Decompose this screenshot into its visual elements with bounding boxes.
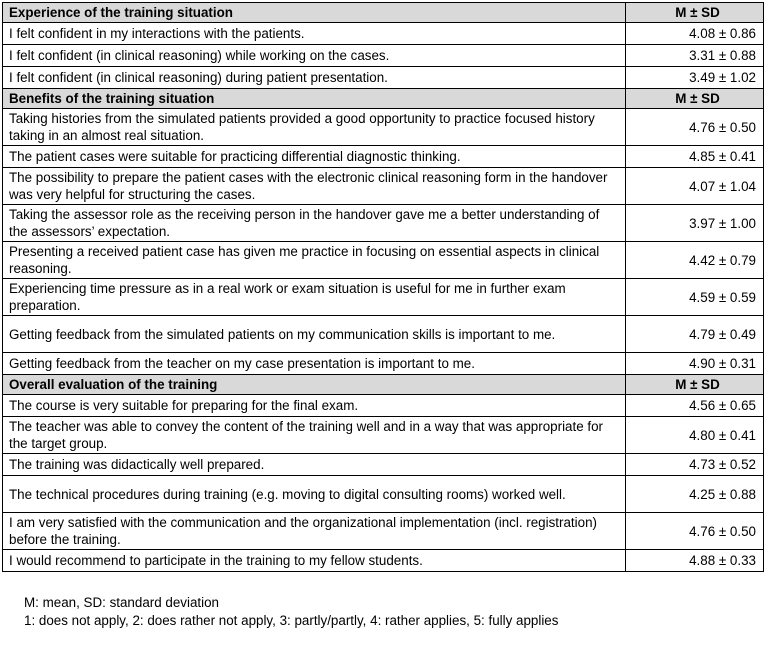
stat-column-header: M ± SD bbox=[626, 375, 764, 395]
item-text: I would recommend to participate in the training to my fellow students. bbox=[3, 550, 626, 572]
table-row bbox=[3, 67, 764, 89]
item-text: I felt confident (in clinical reasoning) during patient presentation. bbox=[3, 67, 626, 89]
item-text: I felt confident in my interactions with the patients. bbox=[3, 23, 626, 45]
item-value: 4.90 ± 0.31 bbox=[626, 353, 764, 375]
table-row bbox=[3, 23, 764, 45]
item-text: The technical procedures during training (e.g. moving to digital consulting rooms) worked well. bbox=[3, 476, 626, 513]
item-text: The training was didactically well prepared. bbox=[3, 454, 626, 476]
item-value: 4.88 ± 0.33 bbox=[626, 550, 764, 572]
item-value: 3.49 ± 1.02 bbox=[626, 67, 764, 89]
item-text: The course is very suitable for preparing for the final exam. bbox=[3, 395, 626, 417]
table-row bbox=[3, 395, 764, 417]
table-row bbox=[3, 513, 764, 550]
table-row bbox=[3, 242, 764, 279]
footnote-abbreviations: M: mean, SD: standard deviation bbox=[24, 595, 220, 610]
item-text: Getting feedback from the simulated patients on my communication skills is important to me. bbox=[3, 316, 626, 353]
item-value: 3.97 ± 1.00 bbox=[626, 205, 764, 242]
item-value: 4.59 ± 0.59 bbox=[626, 279, 764, 316]
table-row bbox=[3, 168, 764, 205]
section-header-benefits bbox=[3, 89, 764, 109]
table-row bbox=[3, 205, 764, 242]
item-value: 4.25 ± 0.88 bbox=[626, 476, 764, 513]
footnote-scale: 1: does not apply, 2: does rather not apply, 3: partly/partly, 4: rather applies, 5: fully applies bbox=[24, 612, 559, 628]
item-text: Taking histories from the simulated patients provided a good opportunity to practice focused history taking in an almost real situation. bbox=[3, 109, 626, 146]
table-row bbox=[3, 550, 764, 572]
table-row bbox=[3, 146, 764, 168]
section-header-overall bbox=[3, 375, 764, 395]
item-value: 4.79 ± 0.49 bbox=[626, 316, 764, 353]
item-value: 4.76 ± 0.50 bbox=[626, 513, 764, 550]
section-header-experience bbox=[3, 3, 764, 23]
section-title: Overall evaluation of the training bbox=[3, 375, 626, 395]
stat-column-header: M ± SD bbox=[626, 89, 764, 109]
table-row bbox=[3, 109, 764, 146]
table-footnotes bbox=[24, 594, 558, 629]
table-row bbox=[3, 45, 764, 67]
item-text: I am very satisfied with the communication and the organizational implementation (incl. registration) before the training. bbox=[3, 513, 626, 550]
item-text: The possibility to prepare the patient cases with the electronic clinical reasoning form in the handover was very helpful for structuring the cases. bbox=[3, 168, 626, 205]
item-text: I felt confident (in clinical reasoning) while working on the cases. bbox=[3, 45, 626, 67]
stat-column-header: M ± SD bbox=[626, 3, 764, 23]
item-value: 4.07 ± 1.04 bbox=[626, 168, 764, 205]
item-value: 4.56 ± 0.65 bbox=[626, 395, 764, 417]
item-text: The patient cases were suitable for practicing differential diagnostic thinking. bbox=[3, 146, 626, 168]
section-title: Experience of the training situation bbox=[3, 3, 626, 23]
item-text: The teacher was able to convey the content of the training well and in a way that was appropriate for the target group. bbox=[3, 417, 626, 454]
table-row bbox=[3, 279, 764, 316]
item-text: Taking the assessor role as the receiving person in the handover gave me a better understanding of the assessors’ expectation. bbox=[3, 205, 626, 242]
section-title: Benefits of the training situation bbox=[3, 89, 626, 109]
item-value: 4.73 ± 0.52 bbox=[626, 454, 764, 476]
item-text: Presenting a received patient case has given me practice in focusing on essential aspects in clinical reasoning. bbox=[3, 242, 626, 279]
item-value: 4.85 ± 0.41 bbox=[626, 146, 764, 168]
table-row bbox=[3, 316, 764, 353]
item-text: Experiencing time pressure as in a real work or exam situation is useful for me in further exam preparation. bbox=[3, 279, 626, 316]
item-value: 4.80 ± 0.41 bbox=[626, 417, 764, 454]
item-value: 3.31 ± 0.88 bbox=[626, 45, 764, 67]
table-row bbox=[3, 476, 764, 513]
item-value: 4.42 ± 0.79 bbox=[626, 242, 764, 279]
item-value: 4.08 ± 0.86 bbox=[626, 23, 764, 45]
evaluation-table-body bbox=[3, 3, 764, 572]
table-row bbox=[3, 454, 764, 476]
evaluation-table bbox=[2, 2, 764, 572]
item-text: Getting feedback from the teacher on my case presentation is important to me. bbox=[3, 353, 626, 375]
table-row bbox=[3, 417, 764, 454]
table-row bbox=[3, 353, 764, 375]
item-value: 4.76 ± 0.50 bbox=[626, 109, 764, 146]
